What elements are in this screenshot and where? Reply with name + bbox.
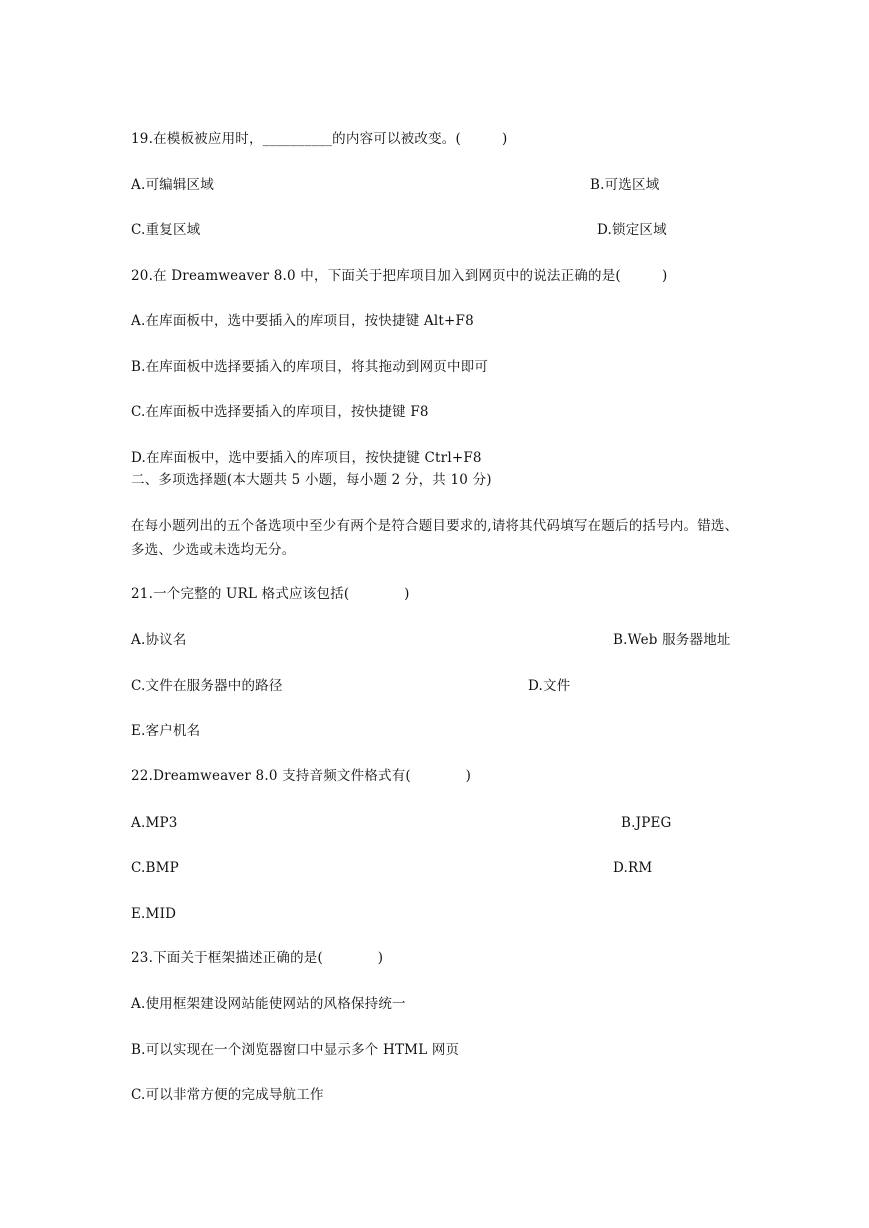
q21-option-c: C.文件在服务器中的路径 — [131, 678, 283, 694]
q22-option-c: C.BMP — [131, 860, 179, 876]
q23-option-c: C.可以非常方便的完成导航工作 — [131, 1087, 324, 1103]
q22-option-b: B.JPEG — [621, 815, 672, 831]
q20-option-c: C.在库面板中选择要插入的库项目，按快捷键 F8 — [131, 404, 429, 420]
q21-stem: 21.一个完整的 URL 格式应该包括( ) — [131, 586, 410, 602]
q23-option-b: B.可以实现在一个浏览器窗口中显示多个 HTML 网页 — [131, 1042, 460, 1058]
q19-option-b: B.可选区域 — [590, 177, 660, 193]
q23-option-a: A.使用框架建设网站能使网站的风格保持统一 — [131, 996, 406, 1012]
q21-option-e: E.客户机名 — [131, 723, 201, 739]
q19-option-c: C.重复区域 — [131, 222, 201, 238]
q23-stem: 23.下面关于框架描述正确的是( ) — [131, 950, 384, 966]
q22-option-e: E.MID — [131, 906, 177, 922]
q22-option-d: D.RM — [613, 860, 653, 876]
q21-option-a: A.协议名 — [131, 632, 187, 648]
q20-stem: 20.在 Dreamweaver 8.0 中，下面关于把库项目加入到网页中的说法正确的是( ) — [131, 268, 668, 284]
section-instructions: 在每小题列出的五个备选项中至少有两个是符合题目要求的,请将其代码填写在题后的括号内。错选、多选、少选或未选均无分。 — [131, 518, 739, 558]
q22-stem: 22.Dreamweaver 8.0 支持音频文件格式有( ) — [131, 768, 472, 784]
q20-option-a: A.在库面板中，选中要插入的库项目，按快捷键 Alt+F8 — [131, 313, 474, 329]
q21-option-b: B.Web 服务器地址 — [613, 632, 731, 648]
q22-option-a: A.MP3 — [131, 815, 178, 831]
q19-option-d: D.锁定区域 — [597, 222, 667, 238]
q19-stem: 19.在模板被应用时，__________的内容可以被改变。( ) — [131, 131, 508, 147]
q21-option-d: D.文件 — [528, 678, 571, 694]
section-heading: 二、多项选择题(本大题共 5 小题，每小题 2 分，共 10 分) — [131, 472, 492, 488]
q20-option-b: B.在库面板中选择要插入的库项目，将其拖动到网页中即可 — [131, 359, 489, 375]
q19-option-a: A.可编辑区域 — [131, 177, 214, 193]
q20-option-d: D.在库面板中，选中要插入的库项目，按快捷键 Ctrl+F8 — [131, 450, 482, 466]
